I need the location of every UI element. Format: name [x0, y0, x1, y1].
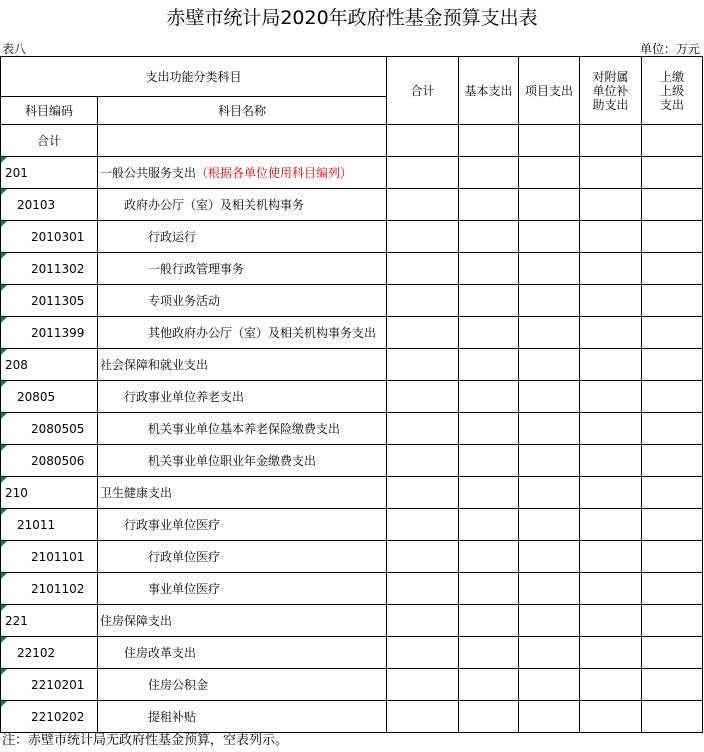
cell[interactable] [459, 477, 519, 509]
subject-name: 卫生健康支出 [100, 486, 173, 500]
cell[interactable] [387, 541, 459, 573]
cell[interactable] [459, 221, 519, 253]
header-name: 科目名称 [98, 97, 387, 125]
cell[interactable] [459, 669, 519, 701]
cell[interactable] [642, 285, 703, 317]
subject-name: 一般行政管理事务 [148, 262, 245, 276]
cell[interactable] [519, 253, 580, 285]
cell[interactable] [519, 221, 580, 253]
cell[interactable] [642, 669, 703, 701]
subject-name: 政府办公厅（室）及相关机构事务 [124, 198, 305, 212]
cell[interactable] [387, 317, 459, 349]
cell[interactable] [459, 573, 519, 605]
cell-marker-icon [1, 509, 7, 515]
subject-code: 221 [5, 613, 28, 628]
cell[interactable] [387, 413, 459, 445]
subject-name-cell[interactable] [98, 605, 387, 637]
cell[interactable] [580, 189, 642, 221]
subject-code: 2011399 [31, 325, 85, 340]
cell[interactable] [642, 413, 703, 445]
subject-name: 其他政府办公厅（室）及相关机构事务支出 [148, 326, 377, 340]
subject-name-cell[interactable] [98, 701, 387, 733]
cell[interactable] [387, 573, 459, 605]
subject-code: 2210201 [31, 677, 85, 692]
header-project: 项目支出 [519, 57, 580, 125]
cell[interactable] [580, 637, 642, 669]
cell[interactable] [387, 605, 459, 637]
cell[interactable] [459, 381, 519, 413]
subject-code: 210 [5, 485, 28, 500]
subject-name: 机关事业单位职业年金缴费支出 [148, 454, 317, 468]
subject-name: 住房公积金 [148, 678, 209, 692]
cell[interactable] [642, 605, 703, 637]
subject-code-cell[interactable] [1, 413, 98, 445]
subject-name-cell[interactable] [98, 413, 387, 445]
cell[interactable] [580, 445, 642, 477]
cell-marker-icon [1, 381, 7, 387]
subject-name: 专项业务活动 [148, 294, 221, 308]
sheet-label: 表八 [2, 42, 27, 56]
cell[interactable] [98, 125, 387, 157]
subject-code: 2011305 [31, 293, 85, 308]
header-basic: 基本支出 [459, 57, 519, 125]
table-row [1, 573, 703, 605]
subject-code-cell[interactable] [1, 509, 98, 541]
subject-code: 2080506 [31, 453, 85, 468]
subject-name-cell[interactable] [98, 349, 387, 381]
cell[interactable] [580, 573, 642, 605]
table-row [1, 317, 703, 349]
cell[interactable] [580, 221, 642, 253]
cell[interactable] [459, 445, 519, 477]
subject-name-cell[interactable] [98, 445, 387, 477]
subject-name: 住房改革支出 [124, 646, 197, 660]
cell[interactable] [519, 701, 580, 733]
cell[interactable] [580, 541, 642, 573]
cell[interactable] [580, 285, 642, 317]
cell[interactable] [642, 253, 703, 285]
subject-code-cell[interactable] [1, 573, 98, 605]
table-row [1, 189, 703, 221]
cell-marker-icon [1, 221, 7, 227]
subject-name-cell[interactable] [98, 541, 387, 573]
subject-name-cell[interactable] [98, 221, 387, 253]
table-row [1, 381, 703, 413]
cell[interactable] [519, 157, 580, 189]
cell[interactable] [519, 573, 580, 605]
subject-code-cell[interactable] [1, 605, 98, 637]
subject-name: 行政单位医疗 [148, 550, 221, 564]
total-row-label: 合计 [1, 125, 98, 157]
cell[interactable] [387, 477, 459, 509]
cell[interactable] [459, 285, 519, 317]
subject-code: 22102 [17, 645, 56, 660]
cell[interactable] [459, 253, 519, 285]
cell[interactable] [387, 637, 459, 669]
cell[interactable] [387, 669, 459, 701]
subject-name-cell[interactable] [98, 573, 387, 605]
table-row [1, 477, 703, 509]
subject-name: 行政运行 [148, 230, 197, 244]
subject-code-cell[interactable] [1, 541, 98, 573]
subject-code: 208 [5, 357, 28, 372]
cell[interactable] [580, 381, 642, 413]
cell[interactable] [642, 477, 703, 509]
cell[interactable] [580, 125, 642, 157]
subject-code: 2210202 [31, 709, 85, 724]
cell[interactable] [387, 349, 459, 381]
table-row [1, 285, 703, 317]
cell[interactable] [642, 189, 703, 221]
cell[interactable] [580, 669, 642, 701]
cell[interactable] [642, 573, 703, 605]
cell[interactable] [642, 509, 703, 541]
cell[interactable] [459, 317, 519, 349]
cell-marker-icon [1, 413, 7, 419]
subject-code-cell[interactable] [1, 317, 98, 349]
cell-marker-icon [1, 189, 7, 195]
cell[interactable] [387, 189, 459, 221]
subject-code-cell[interactable] [1, 637, 98, 669]
subject-code: 2080505 [31, 421, 85, 436]
cell[interactable] [580, 253, 642, 285]
cell[interactable] [519, 509, 580, 541]
cell[interactable] [642, 349, 703, 381]
cell[interactable] [519, 317, 580, 349]
subject-name: 社会保障和就业支出 [100, 358, 209, 372]
cell[interactable] [459, 605, 519, 637]
subject-code: 201 [5, 165, 28, 180]
cell[interactable] [387, 285, 459, 317]
footnote: 注：赤壁市统计局无政府性基金预算，空表列示。 [2, 733, 289, 748]
cell[interactable] [387, 253, 459, 285]
table-row [1, 701, 703, 733]
cell[interactable] [519, 541, 580, 573]
subject-code: 2010301 [31, 229, 85, 244]
cell[interactable] [459, 157, 519, 189]
cell-marker-icon [1, 477, 7, 483]
subject-code-cell[interactable] [1, 701, 98, 733]
cell[interactable] [519, 189, 580, 221]
subject-name: 住房保障支出 [100, 614, 173, 628]
table-row [1, 157, 703, 189]
cell-marker-icon [1, 669, 7, 675]
cell[interactable] [387, 445, 459, 477]
cell[interactable] [519, 381, 580, 413]
cell[interactable] [459, 413, 519, 445]
cell[interactable] [642, 541, 703, 573]
cell-marker-icon [1, 253, 7, 259]
cell[interactable] [580, 477, 642, 509]
cell-marker-icon [1, 605, 7, 611]
subject-name-cell[interactable] [98, 317, 387, 349]
unit-label: 单位：万元 [639, 42, 700, 56]
cell[interactable] [580, 701, 642, 733]
subject-name: 行政事业单位养老支出 [124, 390, 245, 404]
cell[interactable] [387, 701, 459, 733]
header-code: 科目编码 [1, 97, 98, 125]
subject-name: 机关事业单位基本养老保险缴费支出 [148, 422, 341, 436]
cell[interactable] [519, 477, 580, 509]
cell[interactable] [580, 509, 642, 541]
table-row [1, 413, 703, 445]
subject-code-cell[interactable] [1, 285, 98, 317]
cell-marker-icon [1, 285, 7, 291]
subject-code: 2101102 [31, 581, 85, 596]
cell[interactable] [459, 189, 519, 221]
cell[interactable] [387, 221, 459, 253]
cell[interactable] [519, 349, 580, 381]
cell[interactable] [459, 541, 519, 573]
cell[interactable] [387, 381, 459, 413]
subject-name: 行政事业单位医疗 [124, 518, 221, 532]
subject-code: 21011 [17, 517, 56, 532]
cell[interactable] [642, 701, 703, 733]
cell[interactable] [642, 637, 703, 669]
subject-name-cell[interactable] [98, 189, 387, 221]
subject-code-cell[interactable] [1, 477, 98, 509]
table-row [1, 541, 703, 573]
cell[interactable] [642, 381, 703, 413]
cell[interactable] [580, 157, 642, 189]
cell-marker-icon [1, 445, 7, 451]
cell[interactable] [459, 701, 519, 733]
cell[interactable] [642, 157, 703, 189]
subject-name: 事业单位医疗 [148, 582, 221, 596]
budget-table [0, 56, 703, 733]
cell[interactable] [519, 605, 580, 637]
cell[interactable] [642, 445, 703, 477]
subject-name-cell[interactable] [98, 381, 387, 413]
cell[interactable] [519, 413, 580, 445]
subject-code-cell[interactable] [1, 445, 98, 477]
cell[interactable] [459, 509, 519, 541]
cell[interactable] [580, 349, 642, 381]
subject-name-cell[interactable] [98, 253, 387, 285]
subject-name: 提租补贴 [148, 710, 197, 724]
table-row [1, 349, 703, 381]
header-upper: 上缴上级支出 [642, 57, 703, 125]
table-row [1, 509, 703, 541]
cell[interactable] [519, 669, 580, 701]
cell[interactable] [580, 413, 642, 445]
cell[interactable] [519, 637, 580, 669]
cell[interactable] [387, 157, 459, 189]
table-row [1, 253, 703, 285]
cell-marker-icon [1, 349, 7, 355]
cell-marker-icon [1, 573, 7, 579]
cell[interactable] [642, 317, 703, 349]
cell[interactable] [459, 349, 519, 381]
subject-note: （根据各单位使用科目编列） [196, 166, 353, 180]
cell[interactable] [519, 285, 580, 317]
table-body [1, 157, 703, 733]
subject-code: 20103 [17, 197, 56, 212]
cell[interactable] [459, 637, 519, 669]
cell[interactable] [387, 125, 459, 157]
subject-name-cell[interactable] [98, 477, 387, 509]
subject-name-cell[interactable] [98, 509, 387, 541]
subject-code-cell[interactable] [1, 669, 98, 701]
cell-marker-icon [1, 541, 7, 547]
table-row [1, 605, 703, 637]
total-row [1, 125, 703, 157]
cell-marker-icon [1, 157, 7, 163]
subject-code: 2011302 [31, 261, 85, 276]
subject-code-cell[interactable] [1, 253, 98, 285]
subject-code-cell[interactable] [1, 189, 98, 221]
cell[interactable] [642, 221, 703, 253]
table-row [1, 221, 703, 253]
subject-name: 一般公共服务支出 [100, 166, 197, 180]
table-row [1, 445, 703, 477]
cell[interactable] [459, 125, 519, 157]
cell[interactable] [642, 125, 703, 157]
subject-name-cell[interactable] [98, 157, 387, 189]
table-row [1, 637, 703, 669]
table-title: 赤壁市统计局2020年政府性基金预算支出表 [166, 7, 538, 29]
subject-name-cell[interactable] [98, 637, 387, 669]
cell[interactable] [580, 605, 642, 637]
cell-marker-icon [1, 317, 7, 323]
subject-name-cell[interactable] [98, 285, 387, 317]
cell[interactable] [519, 125, 580, 157]
header-total: 合计 [387, 57, 459, 125]
subject-code: 20805 [17, 389, 56, 404]
cell[interactable] [580, 317, 642, 349]
subject-code-cell[interactable] [1, 349, 98, 381]
subject-code: 2101101 [31, 549, 85, 564]
cell-marker-icon [1, 637, 7, 643]
subject-code-cell[interactable] [1, 221, 98, 253]
subject-code-cell[interactable] [1, 381, 98, 413]
header-subsidy: 对附属单位补助支出 [580, 57, 642, 125]
subject-code-cell[interactable] [1, 157, 98, 189]
cell-marker-icon [1, 701, 7, 707]
cell[interactable] [387, 509, 459, 541]
header-category-group: 支出功能分类科目 [1, 57, 387, 97]
cell[interactable] [519, 445, 580, 477]
table-row [1, 669, 703, 701]
subject-name-cell[interactable] [98, 669, 387, 701]
